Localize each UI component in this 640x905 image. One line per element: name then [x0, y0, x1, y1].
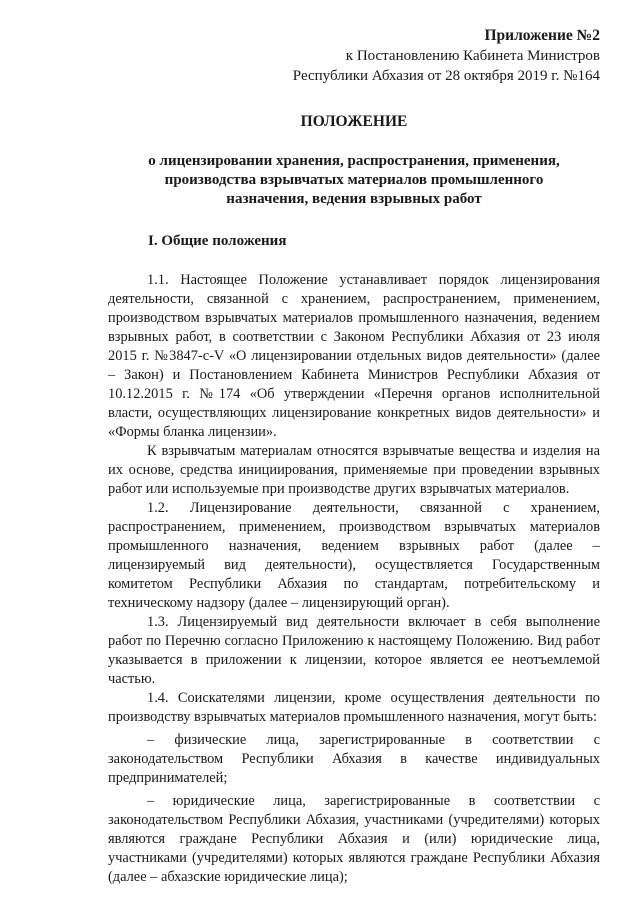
document-body [108, 271, 600, 887]
subtitle-line: о лицензировании хранения, распространения, применения, [148, 153, 560, 169]
list-item-individuals: – физические лица, зарегистрированные в соответствии с законодательством Республики Абхазия в качестве индивидуальных предпринимателей; [108, 732, 600, 786]
appendix-line-2: Республики Абхазия от 28 октября 2019 г. №164 [292, 68, 600, 84]
appendix-line-1: к Постановлению Кабинета Министров [345, 48, 600, 64]
document-subtitle [108, 152, 600, 209]
appendix-block [108, 26, 600, 86]
paragraph-1-1: 1.1. Настоящее Положение устанавливает порядок лицензирования деятельности, связанной с хранением, распространением, применением, производством взрывчатых материалов промышленного назначения, ведением взрывных работ, в соответствии с Законом Республики Абхазия от 23 июля 2015 г. №3847-с-V «О лицензировании отдельных видов деятельности» (далее – Закон) и Постановлением Кабинета Министров Республики Абхазия от 10.12.2015 г. №174 «Об утверждении «Перечня органов исполнительной власти, осуществляющих лицензирование конкретных видов деятельности» и «Формы бланка лицензии». [108, 272, 600, 440]
subtitle-line: производства взрывчатых материалов промышленного [164, 172, 544, 188]
section-heading: I. Общие положения [148, 233, 287, 249]
paragraph-1-3: 1.3. Лицензируемый вид деятельности включает в себя выполнение работ по Перечню согласно Приложению к настоящему Положению. Вид работ указывается в приложении к лицензии, которое является ее неотъемлемой частью. [108, 614, 600, 687]
paragraph-1-2: 1.2. Лицензирование деятельности, связанной с хранением, распространением, применением, производством взрывчатых материалов промышленного назначения, ведением взрывных работ (далее – лицензируемый вид деятельности), осуществляется Государственным комитетом Республики Абхазия по стандартам, потребительскому и техническому надзору (далее – лицензирующий орган). [108, 500, 600, 611]
paragraph-1-4: 1.4. Соискателями лицензии, кроме осуществления деятельности по производству взрывчатых материалов промышленного назначения, могут быть: [108, 690, 600, 725]
list-item-legal-entities: – юридические лица, зарегистрированные в соответствии с законодательством Республики Абхазия, участниками (учредителями) которых являются граждане Республики Абхазия и (или) юридические лица, участниками (учредителями) которых являются граждане Республики Абхазия (далее – абхазские юридические лица); [108, 793, 600, 885]
document-title: ПОЛОЖЕНИЕ [300, 113, 408, 130]
subtitle-line: назначения, ведения взрывных работ [226, 191, 482, 207]
appendix-title: Приложение №2 [484, 27, 600, 44]
paragraph-explosive-materials: К взрывчатым материалам относятся взрывчатые вещества и изделия на их основе, средства инициирования, применяемые при проведении взрывных работ или используемые при производстве других взрывчатых материалов. [108, 443, 600, 497]
